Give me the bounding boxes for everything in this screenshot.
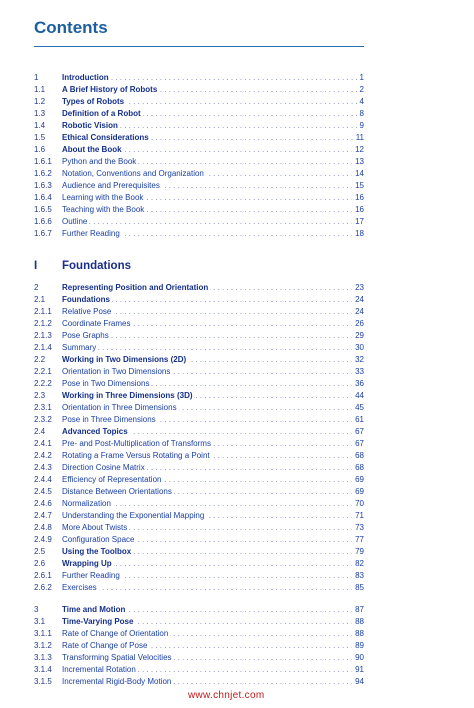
toc-entry-number: 2.1.4 [34,343,52,352]
toc-entry-title: Python and the Book [62,157,137,166]
toc-entry-label[interactable] [62,366,364,378]
toc-entry-title: Configuration Space [62,535,135,544]
toc-entry-title: Foundations [62,295,110,304]
toc-entry-page: 13 [352,156,364,168]
toc-entry-page: 67 [352,426,364,438]
toc-entry[interactable] [34,180,364,192]
toc-entry[interactable] [34,474,364,486]
toc-entry-label[interactable] [62,318,364,330]
toc-entry-title: Pose Graphs [62,331,109,340]
toc-entry-title: Rotating a Frame Versus Rotating a Point [62,451,210,460]
toc-entry-title: Summary [62,343,97,352]
toc-entry-number: 2.6.2 [34,583,52,592]
toc-entry-page: 68 [352,462,364,474]
toc-entry-title: About the Book [62,145,122,154]
toc-entry[interactable] [34,522,364,534]
toc-entry[interactable] [34,498,364,510]
toc-entry[interactable] [34,96,364,108]
toc-entry-number: 3.1.3 [34,653,52,662]
toc-entry-label[interactable] [62,168,364,180]
toc-entry-label[interactable] [62,72,364,84]
toc-entry[interactable] [34,330,364,342]
toc-entry-number: 2.4.7 [34,511,52,520]
toc-entry-title: Direction Cosine Matrix [62,463,145,472]
toc-entry[interactable] [34,282,364,294]
watermark-text: www.chnjet.com [188,690,265,701]
toc-entry[interactable] [34,192,364,204]
toc-entry-label[interactable] [62,108,364,120]
toc-entry[interactable] [34,628,364,640]
toc-entry[interactable] [34,676,364,688]
toc-entry-title: Outline [62,217,88,226]
toc-entry-number: 1.5 [34,133,46,142]
toc-entry-page: 91 [352,664,364,676]
toc-entry-title: Pose in Three Dimensions [62,415,156,424]
toc-entry-number: 2.2.1 [34,367,52,376]
toc-entry-number: 2 [34,283,39,292]
toc-entry-title: Teaching with the Book [62,205,145,214]
toc-entry-page: 45 [352,402,364,414]
toc-entry-page: 82 [352,558,364,570]
toc-entry-title: Pre- and Post-Multiplication of Transforms [62,439,211,448]
toc-entry[interactable] [34,604,364,616]
toc-entry-page: 94 [352,676,364,688]
toc-entry-page: 24 [352,294,364,306]
toc-entry-page: 68 [352,450,364,462]
toc-entry[interactable] [34,366,364,378]
toc-entry-number: 2.1 [34,295,46,304]
toc-entry-title: Introduction [62,73,109,82]
toc-entry-title: Orientation in Two Dimensions [62,367,171,376]
toc-section-chapter-2 [34,282,364,594]
toc-entry-page: 1 [357,72,364,84]
toc-entry-page: 12 [352,144,364,156]
toc-entry-page: 17 [352,216,364,228]
toc-entry-page: 16 [352,192,364,204]
toc-entry-label[interactable] [62,462,364,474]
toc-entry-page: 9 [357,120,364,132]
toc-entry-number: 1.6.2 [34,169,52,178]
toc-entry-label[interactable] [62,204,364,216]
toc-entry-number: 3.1.2 [34,641,52,650]
toc-entry-page: 44 [352,390,364,402]
toc-entry-label[interactable] [62,676,364,688]
toc-entry-page: 2 [357,84,364,96]
toc-entry-number: 2.5 [34,547,46,556]
toc-entry-number: 2.4.8 [34,523,52,532]
toc-entry[interactable] [34,414,364,426]
toc-entry[interactable] [34,168,364,180]
toc-entry-page: 29 [352,330,364,342]
toc-entry-label[interactable] [62,640,364,652]
part-title: Foundations [62,260,131,272]
toc-entry-title: Coordinate Frames [62,319,131,328]
toc-entry-page: 88 [352,616,364,628]
toc-entry-page: 26 [352,318,364,330]
toc-entry[interactable] [34,640,364,652]
toc-entry-label[interactable] [62,294,364,306]
toc-entry-number: 2.4.5 [34,487,52,496]
toc-entry-title: Learning with the Book [62,193,144,202]
toc-entry-title: Notation, Conventions and Organization [62,169,204,178]
toc-entry-title: Incremental Rotation [62,665,136,674]
toc-entry-number: 1.6.1 [34,157,52,166]
toc-entry-label[interactable] [62,616,364,628]
toc-entry-label[interactable] [62,486,364,498]
toc-entry-label[interactable] [62,180,364,192]
toc-entry-label[interactable] [62,426,364,438]
toc-entry-label[interactable] [62,84,364,96]
toc-entry-label[interactable] [62,354,364,366]
toc-entry-label[interactable] [62,558,364,570]
toc-entry-title: Incremental Rigid-Body Motion [62,677,172,686]
toc-entry-label[interactable] [62,628,364,640]
toc-entry[interactable] [34,132,364,144]
toc-entry-title: Rate of Change of Pose [62,641,148,650]
toc-entry-number: 1.6 [34,145,46,154]
toc-entry-number: 2.3.1 [34,403,52,412]
toc-entry-number: 2.2.2 [34,379,52,388]
part-heading [34,258,364,274]
toc-entry-page: 23 [352,282,364,294]
toc-entry-number: 2.1.1 [34,307,52,316]
toc-entry-title: Efficiency of Representation [62,475,162,484]
toc-entry-number: 3.1.1 [34,629,52,638]
toc-entry[interactable] [34,534,364,546]
toc-entry-number: 1.6.6 [34,217,52,226]
toc-entry-number: 2.4.2 [34,451,52,460]
toc-entry-label[interactable] [62,522,364,534]
toc-entry-title: Ethical Considerations [62,133,149,142]
toc-entry[interactable] [34,72,364,84]
toc-entry-page: 85 [352,582,364,594]
toc-entry[interactable] [34,486,364,498]
toc-entry-label[interactable] [62,570,364,582]
toc-entry-label[interactable] [62,330,364,342]
page-title: Contents [34,18,108,37]
toc-entry-label[interactable] [62,228,364,240]
toc-entry-number: 1.1 [34,85,46,94]
toc-entry-number: 2.1.3 [34,331,52,340]
toc-entry-label[interactable] [62,438,364,450]
toc-entry-title: Wrapping Up [62,559,112,568]
toc-entry-number: 3 [34,605,39,614]
toc-entry-number: 2.3 [34,391,46,400]
toc-entry-number: 3.1.4 [34,665,52,674]
toc-entry[interactable] [34,354,364,366]
toc-entry[interactable] [34,156,364,168]
toc-entry-page: 69 [352,486,364,498]
toc-entry-title: Relative Pose [62,307,112,316]
toc-entry-page: 18 [352,228,364,240]
toc-entry-label[interactable] [62,156,364,168]
toc-entry-title: Normalization [62,499,111,508]
toc-entry-page: 36 [352,378,364,390]
toc-entry-number: 3.1.5 [34,677,52,686]
toc-entry-number: 1.6.5 [34,205,52,214]
toc-entry[interactable] [34,84,364,96]
toc-entry[interactable] [34,306,364,318]
toc-entry-number: 2.4.4 [34,475,52,484]
toc-entry-title: Robotic Vision [62,121,118,130]
toc-entry-page: 77 [352,534,364,546]
toc-entry-label[interactable] [62,342,364,354]
toc-entry-number: 1.6.7 [34,229,52,238]
toc-entry[interactable] [34,450,364,462]
toc-entry-label[interactable] [62,510,364,522]
toc-entry-label[interactable] [62,450,364,462]
toc-entry-number: 1 [34,73,39,82]
toc-entry-label[interactable] [62,534,364,546]
toc-entry-number: 2.4.9 [34,535,52,544]
title-divider [34,46,364,47]
toc-entry[interactable] [34,438,364,450]
toc-entry[interactable] [34,318,364,330]
toc-entry-page: 69 [352,474,364,486]
toc-entry[interactable] [34,120,364,132]
toc-entry-page: 24 [352,306,364,318]
toc-entry-title: Transforming Spatial Velocities [62,653,172,662]
toc-entry-number: 2.4.6 [34,499,52,508]
toc-entry-title: Definition of a Robot [62,109,141,118]
toc-entry-number: 1.2 [34,97,46,106]
toc-entry-label[interactable] [62,546,364,558]
toc-entry-label[interactable] [62,378,364,390]
toc-entry-page: 14 [352,168,364,180]
toc-entry-label[interactable] [62,216,364,228]
toc-entry-label[interactable] [62,144,364,156]
toc-entry[interactable] [34,582,364,594]
toc-entry[interactable] [34,558,364,570]
toc-entry-title: Pose in Two Dimensions [62,379,150,388]
toc-entry[interactable] [34,144,364,156]
toc-entry[interactable] [34,390,364,402]
toc-entry[interactable] [34,294,364,306]
toc-entry[interactable] [34,426,364,438]
toc-entry-number: 3.1 [34,617,46,626]
toc-entry[interactable] [34,546,364,558]
toc-entry-page: 70 [352,498,364,510]
toc-entry-number: 2.6 [34,559,46,568]
toc-entry-page: 4 [357,96,364,108]
toc-entry-page: 30 [352,342,364,354]
toc-entry-label[interactable] [62,474,364,486]
toc-entry-label[interactable] [62,120,364,132]
toc-entry-title: Time-Varying Pose [62,617,134,626]
toc-entry-title: More About Twists [62,523,128,532]
toc-entry-page: 88 [352,628,364,640]
toc-entry-page: 83 [352,570,364,582]
toc-entry-page: 89 [352,640,364,652]
part-number: I [34,260,38,272]
toc-entry-number: 1.4 [34,121,46,130]
toc-entry-page: 90 [352,652,364,664]
toc-section-introduction [34,72,364,240]
toc-entry[interactable] [34,664,364,676]
toc-entry-label[interactable] [62,390,364,402]
toc-entry-title: Working in Three Dimensions (3D) [62,391,193,400]
toc-section-chapter-3 [34,604,364,688]
toc-entry-number: 2.6.1 [34,571,52,580]
toc-entry-page: 67 [352,438,364,450]
toc-entry-page: 11 [353,132,364,144]
toc-entry-label[interactable] [62,652,364,664]
toc-entry-page: 71 [352,510,364,522]
toc-entry-title: Distance Between Orientations [62,487,172,496]
toc-entry-page: 73 [352,522,364,534]
toc-entry-page: 61 [352,414,364,426]
toc-entry-number: 2.3.2 [34,415,52,424]
toc-entry-page: 79 [352,546,364,558]
toc-entry-number: 1.6.3 [34,181,52,190]
toc-entry-title: Further Reading [62,571,120,580]
toc-entry[interactable] [34,228,364,240]
toc-entry-number: 1.6.4 [34,193,52,202]
toc-entry-page: 16 [352,204,364,216]
toc-entry-number: 2.4 [34,427,46,436]
toc-entry-label[interactable] [62,96,364,108]
toc-entry-title: Further Reading [62,229,120,238]
toc-entry[interactable] [34,378,364,390]
toc-entry-page: 33 [352,366,364,378]
toc-entry-title: Understanding the Exponential Mapping [62,511,205,520]
toc-entry[interactable] [34,570,364,582]
toc-entry-label[interactable] [62,192,364,204]
toc-entry-label[interactable] [62,132,364,144]
toc-entry[interactable] [34,462,364,474]
toc-entry[interactable] [34,216,364,228]
toc-entry-title: Using the Toolbox [62,547,132,556]
toc-entry-title: Types of Robots [62,97,125,106]
toc-entry-label[interactable] [62,582,364,594]
toc-entry-number: 2.4.3 [34,463,52,472]
toc-entry-page: 8 [357,108,364,120]
toc-entry-page: 15 [352,180,364,192]
toc-entry[interactable] [34,510,364,522]
toc-entry-label[interactable] [62,306,364,318]
toc-entry[interactable] [34,402,364,414]
toc-entry-title: Time and Motion [62,605,126,614]
toc-entry-title: Audience and Prerequisites [62,181,160,190]
toc-entry-title: Representing Position and Orientation [62,283,209,292]
toc-entry-label[interactable] [62,414,364,426]
toc-entry-title: Advanced Topics [62,427,128,436]
toc-entry-title: Working in Two Dimensions (2D) [62,355,187,364]
toc-entry[interactable] [34,204,364,216]
toc-entry-page: 87 [352,604,364,616]
toc-entry-label[interactable] [62,664,364,676]
toc-entry-page: 32 [352,354,364,366]
toc-entry-label[interactable] [62,498,364,510]
toc-entry-title: Exercises [62,583,97,592]
toc-entry[interactable] [34,108,364,120]
toc-entry-label[interactable] [62,282,364,294]
toc-entry-title: Rate of Change of Orientation [62,629,169,638]
toc-entry-number: 2.1.2 [34,319,52,328]
toc-entry-number: 2.2 [34,355,46,364]
toc-entry-label[interactable] [62,604,364,616]
toc-entry[interactable] [34,616,364,628]
toc-entry[interactable] [34,342,364,354]
toc-entry-title: Orientation in Three Dimensions [62,403,177,412]
toc-entry-number: 1.3 [34,109,46,118]
toc-entry-number: 2.4.1 [34,439,52,448]
toc-entry-title: A Brief History of Robots [62,85,158,94]
toc-entry-label[interactable] [62,402,364,414]
toc-entry[interactable] [34,652,364,664]
